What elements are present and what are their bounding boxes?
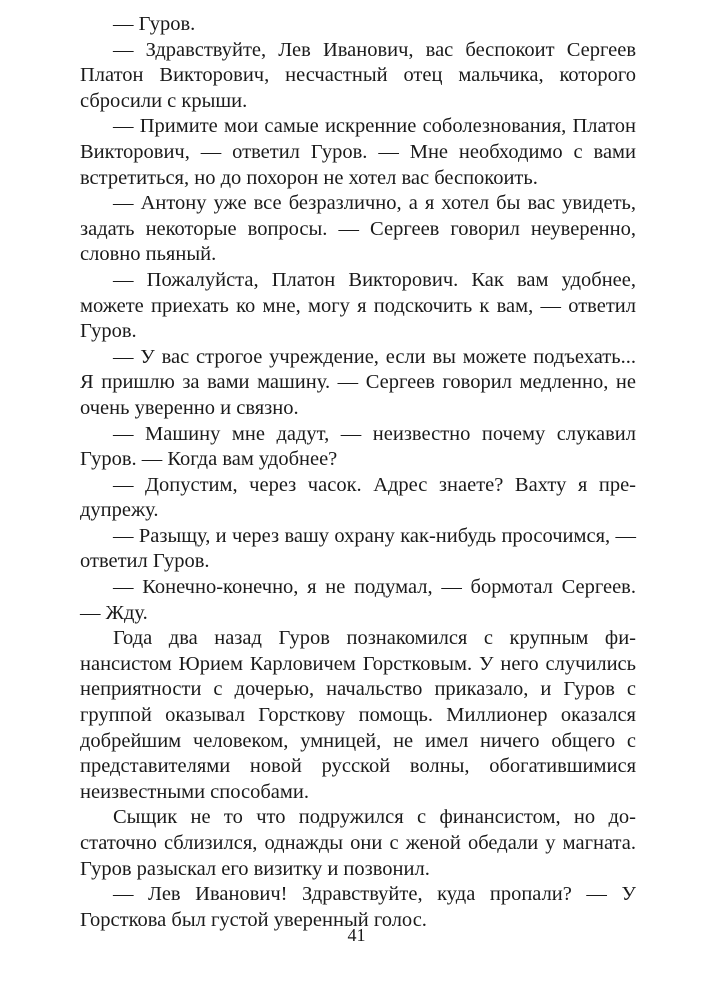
paragraph: — Разыщу, и через вашу охрану как-нибудь просочимся, — ответил Гуров. xyxy=(80,524,636,573)
paragraph: Сыщик не то что подружился с финансистом, но достаточно сблизился, однажды они с женой обедали у магната. Гуров разыскал его визитку и позвонил. xyxy=(80,806,636,880)
page-number: 41 xyxy=(347,925,366,945)
paragraph: — Гуров. xyxy=(113,13,196,35)
paragraph: — Здравствуйте, Лев Иванович, вас беспокоит Сергеев Платон Викторович, несчастный отец мальчика, которого сбросили с крыши. xyxy=(80,38,636,112)
paragraph: — Машину мне дадут, — неизвестно почему слукавил Гуров. — Когда вам удобнее? xyxy=(80,422,636,471)
paragraph: — Пожалуйста, Платон Викторович. Как вам удобнее, можете приехать ко мне, могу я подскочить к вам, — ответил Гуров. xyxy=(80,268,636,343)
paragraph: — Примите мои самые искренние соболезнования, Платон Викторович, — ответил Гуров. — Мне необходимо с вами встретиться, но до похорон не хотел вас беспокоить. xyxy=(80,115,636,189)
paragraph: — Антону уже все безразлично, а я хотел бы вас увидеть, задать некоторые вопросы. — Сергеев говорил неуверенно, словно пьяный. xyxy=(80,192,636,266)
book-page-text xyxy=(80,12,636,933)
paragraph: — Конечно-конечно, я не подумал, — бормотал Сергеев. — Жду. xyxy=(80,576,636,624)
paragraph: — У вас строгое учреждение, если вы можете подъехать... Я пришлю за вами машину. — Сергеев говорил медленно, не очень уверенно и связно. xyxy=(80,345,636,419)
paragraph: — Допустим, через часок. Адрес знаете? Вахту я предупрежу. xyxy=(80,473,636,522)
paragraph: — Лев Иванович! Здравствуйте, куда пропали? — У Горсткова был густой уверенный голос. xyxy=(80,883,636,931)
paragraph: Года два назад Гуров познакомился с крупным финансистом Юрием Карловичем Горстковым. У него случились неприятности с дочерью, начальство приказало, и Гуров с группой оказывал Горсткову помощь. Миллионер оказался добрейшим человеком, умницей, не имел ничего общего с представителями новой русской волны, обогатившимися неизвестными способами. xyxy=(80,627,636,803)
